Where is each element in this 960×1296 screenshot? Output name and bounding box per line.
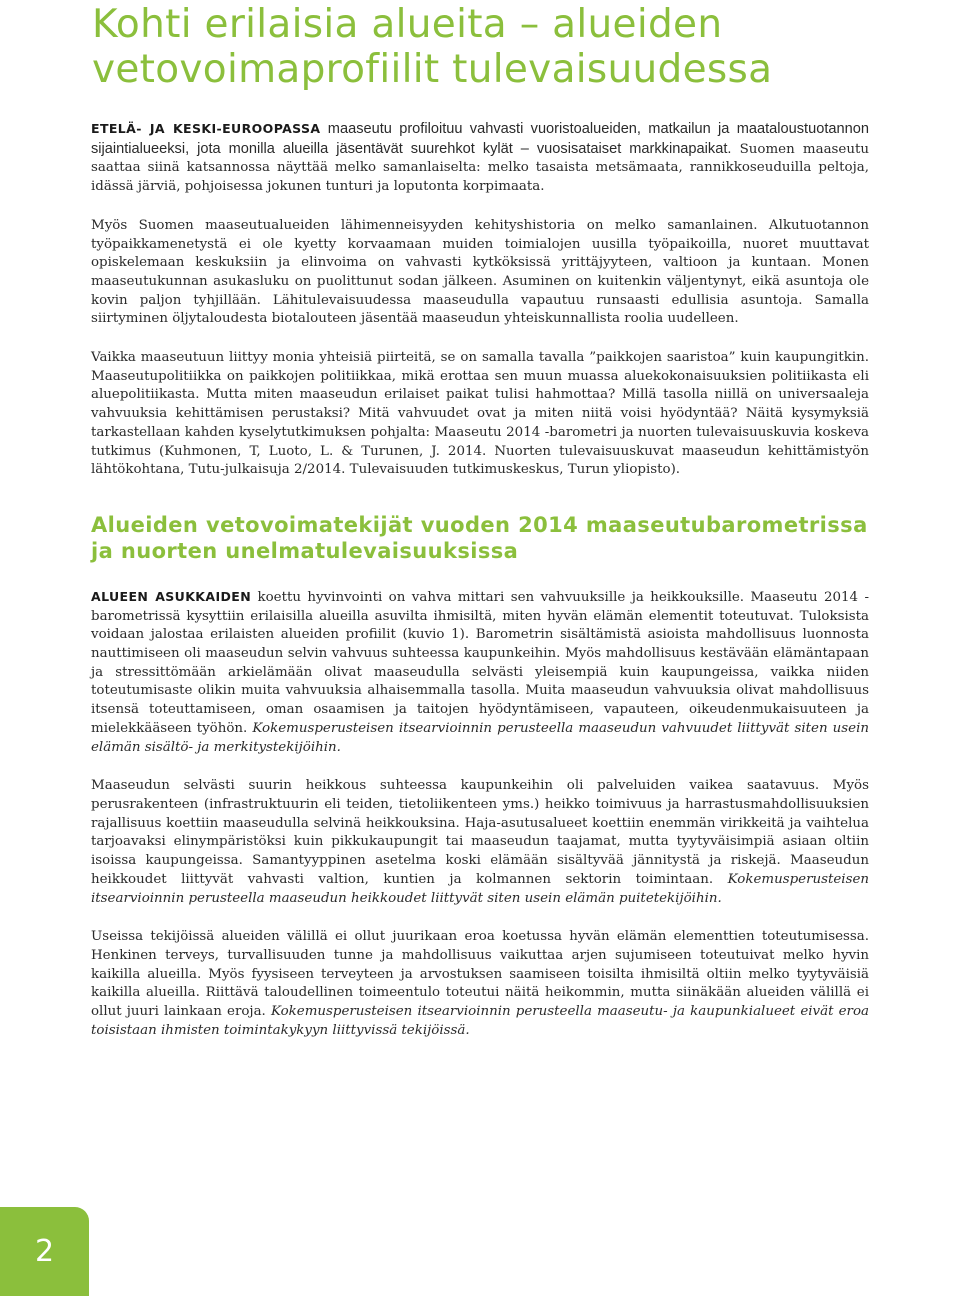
paragraph-places: Vaikka maaseutuun liittyy monia yhteisiä piirteitä, se on samalla tavalla ”paikkojen saaristoa” kuin kaupungitkin. Maaseutupolitiikka on paikkojen politiikkaa, mikä erottaa sen muun muassa aluekokonaisuuksien politiikasta eli aluepolitiikasta. Mutta miten maaseudun erilaiset paikat tulisi hahmottaa? Millä tasolla niillä on universaaleja vahvuuksia kehittämisen perustaksi? Mitä vahvuudet ovat ja miten niitä voisi hyödyntää? Näitä kysymyksiä tarkastellaan kahden kyselytutkimuksen pohjalta: Maaseutu 2014 -barometri ja nuorten tulevaisuuskuvia koskeva tutkimus (Kuhmonen, T, Luoto, L. & Turunen, J. 2014. Nuorten tulevaisuuskuvat maaseudun kehittämistyön lähtökohtana, Tutu-julkaisuja 2/2014. Tulevaisuuden tutkimuskeskus, Turun yliopisto). (91, 350, 869, 478)
paragraph-no-difference (91, 928, 869, 1040)
paragraph-weaknesses (91, 777, 869, 908)
lead-in-text: ALUEEN ASUKKAIDEN (91, 588, 252, 604)
paragraph-intro (91, 120, 869, 197)
italic-summary: Kokemusperusteisen itsearvioinnin perusteella maaseudun heikkoudet liittyvät siten usein elämän puitetekijöihin. (91, 871, 869, 906)
article-body (91, 120, 869, 1060)
paragraph-history: Myös Suomen maaseutualueiden lähimenneisyyden kehityshistoria on melko samanlainen. Alkutuotannon työpaikkamenetystä ei ole kyetty korvaamaan muiden toimialojen uusilla työpaikoilla, nuoret muuttavat opiskelemaan keskuksiin ja elinvoima on vahvasti kytköksissä yrittäjyyteen, valtioon ja kuntaan. Monen maaseutukunnan asukasluku on puolittunut sodan jälkeen. Asuminen on kuitenkin väljentynyt, eikä asuntoja ole kovin paljon tyhjillään. Lähitulevaisuudessa maaseudulla vapautuu runsaasti edullisia asuntoja. Samalla siirtyminen öljytaloudesta biotalouteen jäsentää maaseudun yhteiskunnallista roolia uudelleen. (91, 217, 869, 327)
paragraph-text: Suomen maaseutu saattaa siinä katsannossa näyttää melko samanlaiselta: melko tasaista metsämaata, rannikkoseuduilla peltoja, idässä järviä, pohjoisessa jokunen tunturi ja loputonta korpimaata. (91, 141, 869, 195)
section-heading: Alueiden vetovoimatekijät vuoden 2014 maaseutubarometrissa ja nuorten unelmatulevaisuuksissa (91, 512, 868, 563)
paragraph-text: maaseutu profiloituu vahvasti vuoristoalueiden, matkailun ja maataloustuotannon sijaintialueeksi, jota monilla alueilla jäsentävät suurehkot kylät – vuosisataiset markkinapaikat. (91, 121, 869, 157)
paragraph-text: Maaseudun selvästi suurin heikkous suhteessa kaupunkeihin oli palveluiden vaikea saatavuus. Myös perusrakenteen (infrastruktuurin eli teiden, tietoliikenteen yms.) heikko toimivuus ja harrastusmahdollisuuksien rajallisuus koettiin maaseudulla selvinä heikkouksina. Haja-asutusalueet koettiin enemmän virikkeitä ja vaihtelua tarjoavaksi elinympäristöksi kuin pikkukaupungit tai maaseudun taajamat, mutta tyytyväisimpiä asiaan oltiin isoissa kaupungeissa. Samantyyppinen asetelma koski elämään sisältyvää jännitystä ja riskejä. Maaseudun heikkoudet liittyvät vahvasti valtion, kuntien ja kolmannen sektorin toimintaan. (91, 778, 869, 887)
page-number: 2 (0, 1207, 89, 1296)
italic-summary: Kokemusperusteisen itsearvioinnin perusteella maaseutu- ja kaupunkialueet eivät eroa toisistaan ihmisten toimintakykyyn liittyvissä tekijöissä. (91, 1004, 869, 1038)
paragraph-text: Useissa tekijöissä alueiden välillä ei ollut juurikaan eroa koetussa hyvän elämän elementtien toteutumisessa. Henkinen terveys, turvallisuuden tunne ja mahdollisuus vaikuttaa arjen sujumiseen toteutuivat melko hyvin kaikilla alueilla. Myös fyysiseen terveyteen ja arvostuksen saamiseen toisilta ihmisiltä oltiin melko tyytyväisiä kaikilla alueilla. Riittävä taloudellinen toimeentulo toteutui näitä heikommin, mutta siinäkään alueiden välillä ei ollut juuri lainkaan eroja. (91, 929, 869, 1020)
page-title: Kohti erilaisia alueita – alueiden vetovoimaprofiilit tulevaisuudessa (92, 2, 773, 92)
italic-summary: Kokemusperusteisen itsearvioinnin perusteella maaseudun vahvuudet liittyvät siten usein elämän sisältö- ja merkitystekijöihin. (91, 720, 869, 755)
paragraph-strengths (91, 588, 869, 757)
lead-in-text: ETELÄ- JA KESKI-EUROOPASSA (91, 121, 321, 136)
paragraph-text: koettu hyvinvointi on vahva mittari sen vahvuuksille ja heikkouksille. Maaseutu 2014 -barometrissä kysyttiin erilaisilla alueilla asuvilta ihmisiltä, miten hyvän elämän elementit toteutuvat. Tuloksista voidaan jalostaa erilaisten alueiden profiilit (kuvio 1). Barometrin sisältämistä asioista mahdollisuus luonnosta nauttimiseen oli maaseudun selvin vahvuus suhteessa kaupunkeihin. Myös mahdollisuus kestävään elämäntapaan ja stressittömään arkielämään olivat maaseudulla selvästi yleisempiä kuin kaupungeissa, vaikka niiden toteutumisaste olikin muita vahvuuksia alhaisemmalla tasolla. Muita maaseudun vahvuuksia olivat mahdollisuus itsensä toteuttamiseen, oman osaamisen ja taitojen hyödyntämiseen, vapauteen, oikeudenmukaisuuteen ja mielekkääseen työhön. (91, 589, 869, 736)
